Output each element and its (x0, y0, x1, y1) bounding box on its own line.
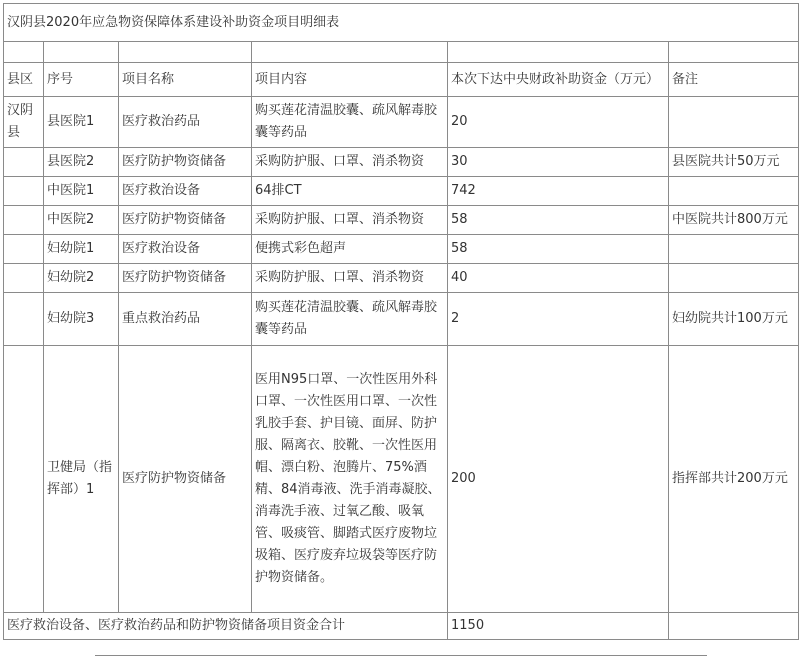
cell-county (4, 177, 44, 206)
cell-note: 指挥部共计200万元 (669, 346, 799, 613)
cell-seq: 县医院2 (44, 148, 119, 177)
cell-county (4, 235, 44, 264)
cell-county: 汉阴县 (4, 97, 44, 148)
cell-county (4, 346, 44, 613)
cell-funds: 58 (448, 235, 669, 264)
total-note (669, 613, 799, 640)
cell-name: 医疗防护物资储备 (119, 206, 252, 235)
cell-name: 医疗救治设备 (119, 235, 252, 264)
cell-name: 医疗救治药品 (119, 97, 252, 148)
cell-seq: 中医院2 (44, 206, 119, 235)
funding-detail-table (3, 3, 799, 640)
total-label: 医疗救治设备、医疗救治药品和防护物资储备项目资金合计 (4, 613, 448, 640)
table-row (4, 206, 799, 235)
cell-funds: 742 (448, 177, 669, 206)
cell-seq: 妇幼院1 (44, 235, 119, 264)
cell-name: 医疗救治设备 (119, 177, 252, 206)
cell-content: 购买莲花清温胶囊、疏风解毒胶囊等药品 (252, 293, 448, 346)
cell-content: 采购防护服、口罩、消杀物资 (252, 264, 448, 293)
table-row (4, 264, 799, 293)
cell-name: 重点救治药品 (119, 293, 252, 346)
cell-name: 医疗防护物资储备 (119, 148, 252, 177)
table-row (4, 148, 799, 177)
table-row (4, 293, 799, 346)
cell-content: 采购防护服、口罩、消杀物资 (252, 148, 448, 177)
table-row (4, 346, 799, 613)
header-seq: 序号 (44, 63, 119, 97)
cell-seq: 卫健局（指挥部）1 (44, 346, 119, 613)
cell-note (669, 235, 799, 264)
cell-note: 中医院共计800万元 (669, 206, 799, 235)
cell-seq: 县医院1 (44, 97, 119, 148)
total-value: 1150 (448, 613, 669, 640)
cell-county (4, 206, 44, 235)
header-name: 项目名称 (119, 63, 252, 97)
cell-funds: 200 (448, 346, 669, 613)
cell-note: 妇幼院共计100万元 (669, 293, 799, 346)
cell-county (4, 148, 44, 177)
cell-funds: 58 (448, 206, 669, 235)
cell-content: 采购防护服、口罩、消杀物资 (252, 206, 448, 235)
header-funds: 本次下达中央财政补助资金（万元） (448, 63, 669, 97)
cell-funds: 30 (448, 148, 669, 177)
bottom-rule (95, 655, 707, 656)
cell-content: 64排CT (252, 177, 448, 206)
header-county: 县区 (4, 63, 44, 97)
spacer-row (4, 42, 799, 63)
table-row (4, 177, 799, 206)
cell-note (669, 177, 799, 206)
cell-content: 便携式彩色超声 (252, 235, 448, 264)
cell-note: 县医院共计50万元 (669, 148, 799, 177)
header-note: 备注 (669, 63, 799, 97)
cell-funds: 20 (448, 97, 669, 148)
cell-county (4, 264, 44, 293)
cell-note (669, 264, 799, 293)
cell-seq: 中医院1 (44, 177, 119, 206)
cell-seq: 妇幼院3 (44, 293, 119, 346)
cell-name: 医疗防护物资储备 (119, 346, 252, 613)
table-row (4, 235, 799, 264)
table-title: 汉阴县2020年应急物资保障体系建设补助资金项目明细表 (4, 4, 799, 42)
header-row (4, 63, 799, 97)
cell-county (4, 293, 44, 346)
cell-content: 医用N95口罩、一次性医用外科口罩、一次性医用口罩、一次性乳胶手套、护目镜、面屏、防护服、隔离衣、胶靴、一次性医用帽、漂白粉、泡腾片、75%酒精、84消毒液、洗手消毒凝胶、消毒洗手液、过氧乙酸、吸氧管、吸痰管、脚踏式医疗废物垃圾箱、医疗废弃垃圾袋等医疗防护物资储备。 (252, 346, 448, 613)
table-row (4, 97, 799, 148)
total-row (4, 613, 799, 640)
header-content: 项目内容 (252, 63, 448, 97)
cell-seq: 妇幼院2 (44, 264, 119, 293)
cell-note (669, 97, 799, 148)
cell-funds: 2 (448, 293, 669, 346)
cell-funds: 40 (448, 264, 669, 293)
cell-name: 医疗防护物资储备 (119, 264, 252, 293)
cell-content: 购买莲花清温胶囊、疏风解毒胶囊等药品 (252, 97, 448, 148)
